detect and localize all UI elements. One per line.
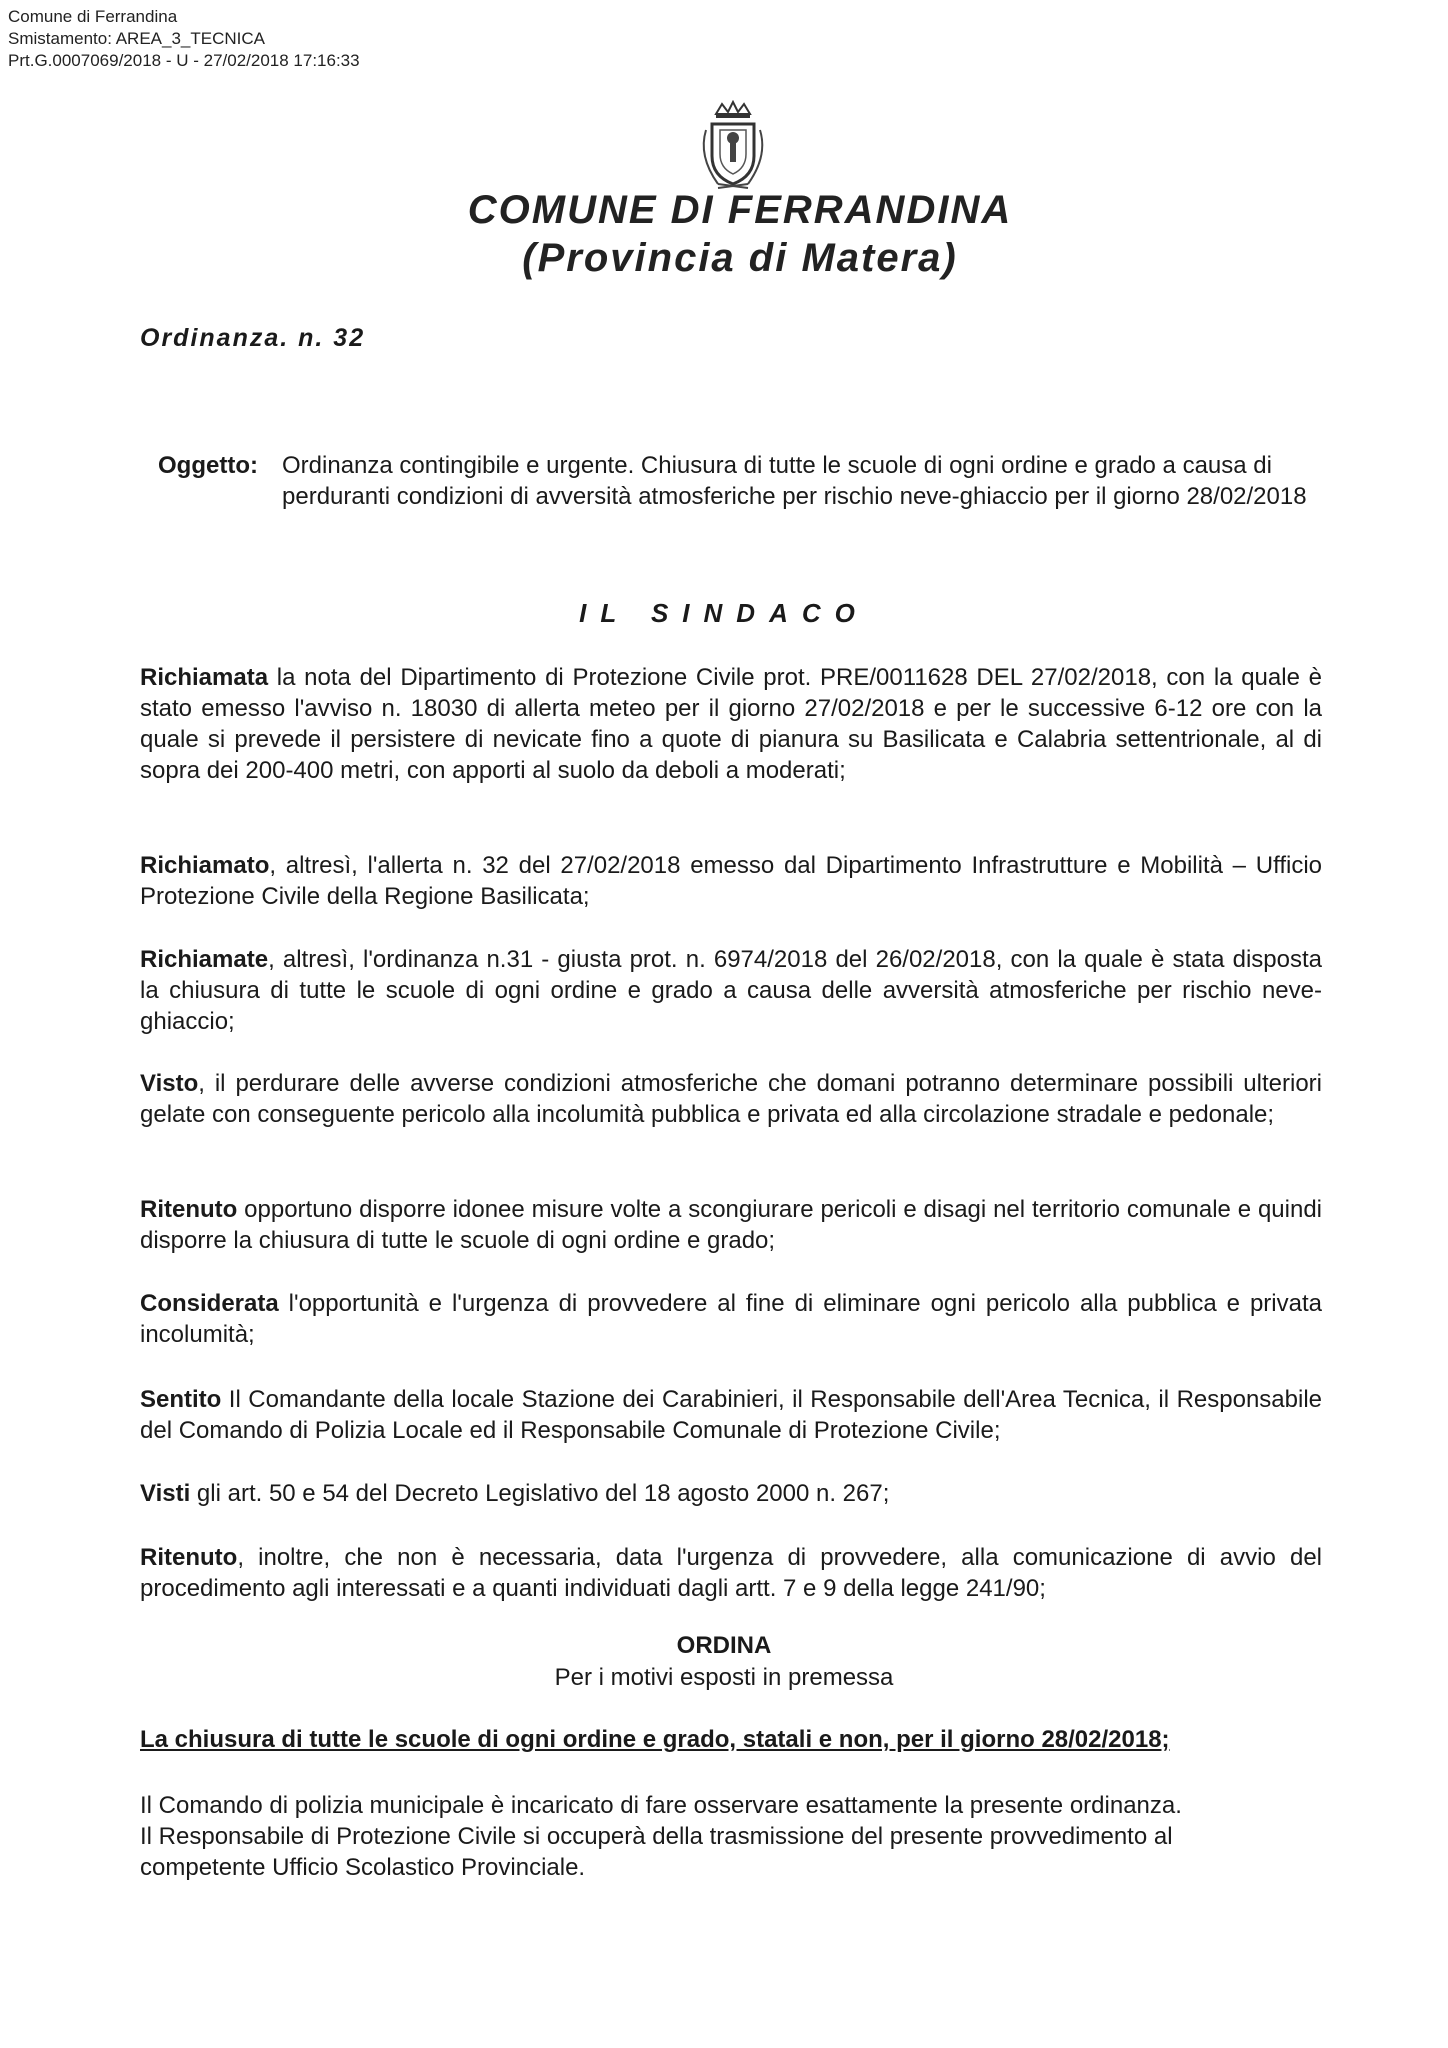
closing-line: competente Ufficio Scolastico Provinciale.: [140, 1854, 586, 1881]
paragraph-text: , inoltre, che non è necessaria, data l'urgenza di provvedere, alla comunicazione di avvio del procedimento agli interessati e a quanti individuati dagli artt. 7 e 9 della legge 241/90;: [140, 1544, 1322, 1602]
paragraph-ritenuto-inoltre: [140, 1542, 1322, 1604]
paragraph-visti: [140, 1478, 1322, 1509]
paragraph-lead: Richiamate: [140, 946, 269, 973]
coat-of-arms-icon: [694, 100, 772, 194]
subject-block: [158, 450, 1328, 512]
paragraph-richiamate: [140, 944, 1322, 1037]
paragraph-considerata: [140, 1288, 1322, 1350]
mayor-heading: IL SINDACO: [579, 598, 869, 628]
paragraph-sentito: [140, 1384, 1322, 1446]
paragraph-text: la nota del Dipartimento di Protezione Civile prot. PRE/0011628 DEL 27/02/2018, con la quale è stato emesso l'avviso n. 18030 di allerta meteo per il giorno 27/02/2018 e per le successive 6-12 ore con la quale si prevede il persistere di nevicate fino a quote di pianura su Basilicata e Calabria settentrionale, al di sopra dei 200-400 metri, con apporti al suolo da deboli a moderati;: [140, 664, 1322, 784]
province-subtitle: (Provincia di Matera): [522, 236, 958, 280]
stamp-line-municipality: Comune di Ferrandina: [8, 7, 178, 26]
paragraph-richiamato: [140, 850, 1322, 912]
paragraph-lead: Sentito: [140, 1386, 222, 1413]
paragraph-text: l'opportunità e l'urgenza di provvedere al fine di eliminare ogni pericolo alla pubblica e privata incolumità;: [140, 1290, 1322, 1348]
decision-statement: La chiusura di tutte le scuole di ogni ordine e grado, statali e non, per il giorno 28/02/2018;: [140, 1726, 1170, 1753]
paragraph-text: , altresì, l'allerta n. 32 del 27/02/2018 emesso dal Dipartimento Infrastrutture e Mobilità – Ufficio Protezione Civile della Regione Basilicata;: [140, 852, 1322, 910]
stamp-line-protocol: Prt.G.0007069/2018 - U - 27/02/2018 17:16:33: [8, 51, 360, 70]
paragraph-lead: Ritenuto: [140, 1544, 238, 1571]
paragraph-richiamata: [140, 662, 1322, 786]
closing-block: [140, 1790, 1322, 1883]
order-subheading: Per i motivi esposti in premessa: [554, 1664, 894, 1691]
paragraph-lead: Considerata: [140, 1290, 279, 1317]
paragraph-lead: Richiamato: [140, 852, 270, 879]
municipality-header: [440, 186, 1040, 282]
paragraph-text: , il perdurare delle avverse condizioni atmosferiche che domani potranno determinare possibili ulteriori gelate con conseguente pericolo alla incolumità pubblica e privata ed alla circolazione stradale e pedonale;: [140, 1070, 1322, 1128]
paragraph-ritenuto: [140, 1194, 1322, 1256]
municipality-title: COMUNE DI FERRANDINA: [467, 188, 1013, 232]
paragraph-lead: Visti: [140, 1480, 191, 1507]
paragraph-lead: Richiamata: [140, 664, 269, 691]
order-heading: ORDINA: [676, 1632, 772, 1659]
closing-line: Il Comando di polizia municipale è incaricato di fare osservare esattamente la presente ordinanza.: [140, 1792, 1182, 1819]
paragraph-visto: [140, 1068, 1322, 1130]
subject-text: Ordinanza contingibile e urgente. Chiusura di tutte le scuole di ogni ordine e grado a causa di perduranti condizioni di avversità atmosferiche per rischio neve-ghiaccio per il giorno 28/02/2018: [282, 452, 1307, 510]
stamp-line-routing: Smistamento: AREA_3_TECNICA: [8, 29, 265, 48]
paragraph-text: Il Comandante della locale Stazione dei Carabinieri, il Responsabile dell'Area Tecnica, il Responsabile del Comando di Polizia Locale ed il Responsabile Comunale di Protezione Civile;: [140, 1386, 1322, 1444]
paragraph-lead: Ritenuto: [140, 1196, 238, 1223]
closing-line: Il Responsabile di Protezione Civile si occuperà della trasmissione del presente provvedimento al: [140, 1823, 1173, 1850]
paragraph-text: , altresì, l'ordinanza n.31 - giusta prot. n. 6974/2018 del 26/02/2018, con la quale è stata disposta la chiusura di tutte le scuole di ogni ordine e grado a causa delle avversità atmosferiche per rischio neve-ghiaccio;: [140, 946, 1322, 1035]
protocol-stamp: [8, 6, 360, 72]
paragraph-text: opportuno disporre idonee misure volte a scongiurare pericoli e disagi nel territorio comunale e quindi disporre la chiusura di tutte le scuole di ogni ordine e grado;: [140, 1196, 1322, 1254]
subject-label: Oggetto:: [158, 452, 258, 479]
ordinance-number: Ordinanza. n. 32: [140, 324, 366, 352]
paragraph-text: gli art. 50 e 54 del Decreto Legislativo del 18 agosto 2000 n. 267;: [190, 1480, 890, 1507]
paragraph-lead: Visto: [140, 1070, 199, 1097]
